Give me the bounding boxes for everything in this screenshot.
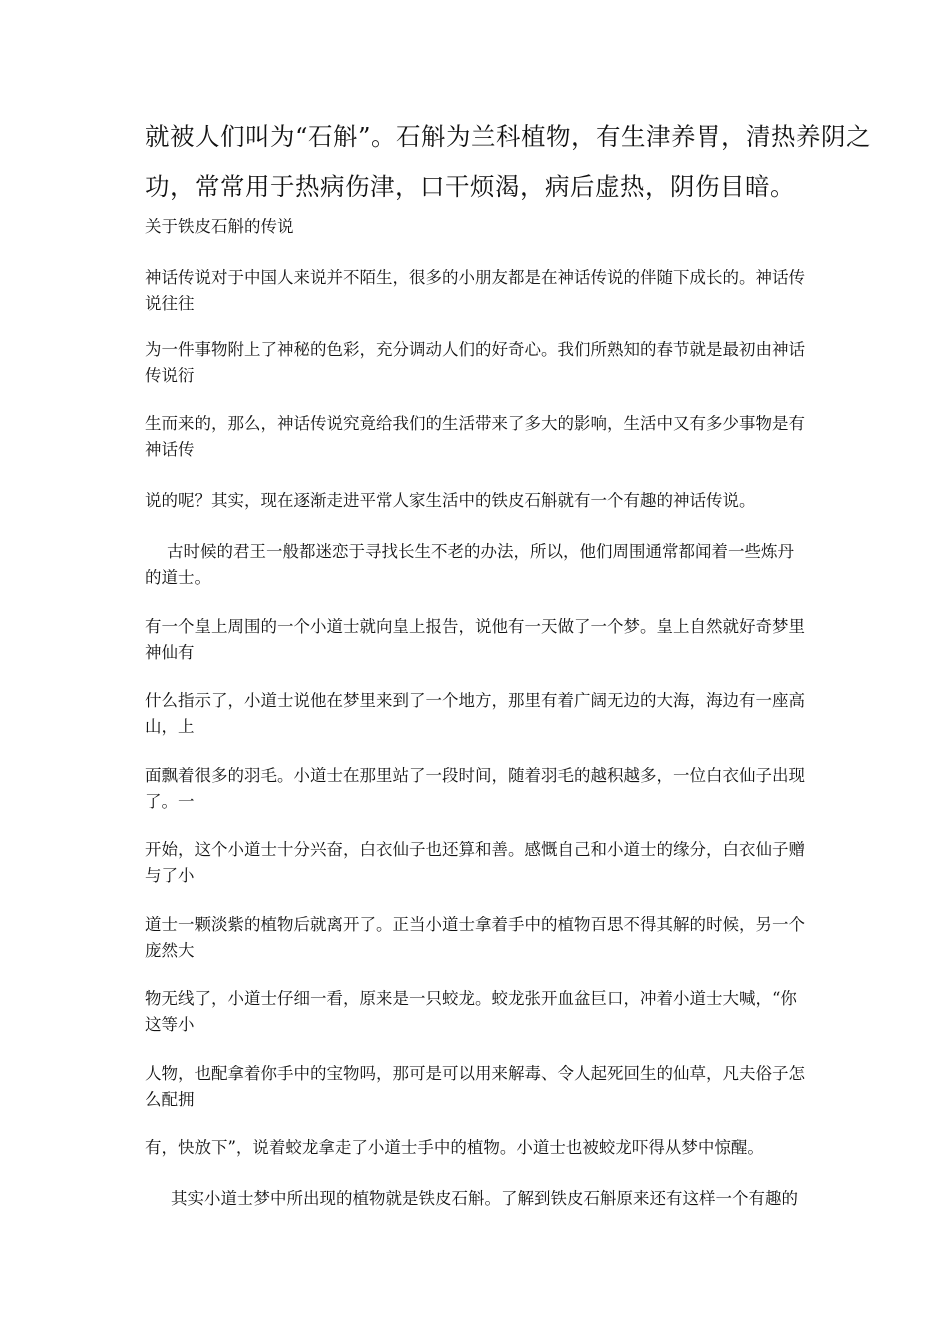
paragraph-line: 面飘着很多的羽毛。小道士在那里站了一段时间，随着羽毛的越积越多，一位白衣仙子出现了。一 xyxy=(145,766,805,811)
paragraph-line: 什么指示了，小道士说他在梦里来到了一个地方，那里有着广阔无边的大海，海边有一座高山，上 xyxy=(145,691,805,736)
intro-line-2: 功，常常用于热病伤津，口干烦渴，病后虚热，阴伤目暗。 xyxy=(145,172,795,201)
paragraph-line: 人物，也配拿着你手中的宝物吗，那可是可以用来解毒、令人起死回生的仙草，凡夫俗子怎么配拥 xyxy=(145,1064,805,1109)
paragraph-line: 物无线了，小道士仔细一看，原来是一只蛟龙。蛟龙张开血盆巨口，冲着小道士大喊，“你这等小 xyxy=(145,989,797,1034)
paragraph-line: 神话传说对于中国人来说并不陌生，很多的小朋友都是在神话传说的伴随下成长的。神话传说往往 xyxy=(145,268,805,313)
paragraph-line: 有，快放下”，说着蛟龙拿走了小道士手中的植物。小道士也被蛟龙吓得从梦中惊醒。 xyxy=(145,1138,764,1157)
paragraph-line: 开始，这个小道士十分兴奋，白衣仙子也还算和善。感慨自己和小道士的缘分，白衣仙子赠与了小 xyxy=(145,840,805,885)
paragraph-line: 生而来的，那么，神话传说究竟给我们的生活带来了多大的影响，生活中又有多少事物是有神话传 xyxy=(145,414,805,459)
section-title: 关于铁皮石斛的传说 xyxy=(145,217,294,236)
paragraph-line: 说的呢？其实，现在逐渐走进平常人家生活中的铁皮石斛就有一个有趣的神话传说。 xyxy=(145,491,756,510)
intro-line-1: 就被人们叫为“石斛”。石斛为兰科植物，有生津养胃，清热养阴之 xyxy=(145,122,872,151)
paragraph-line: 古时候的君王一般都迷恋于寻找长生不老的办法，所以，他们周围通常都闻着一些炼丹的道士。 xyxy=(145,542,794,587)
paragraph-line: 其实小道士梦中所出现的植物就是铁皮石斛。了解到铁皮石斛原来还有这样一个有趣的 xyxy=(171,1189,798,1208)
paragraph-line: 为一件事物附上了神秘的色彩，充分调动人们的好奇心。我们所熟知的春节就是最初由神话传说衍 xyxy=(145,340,805,385)
paragraph-line: 有一个皇上周围的一个小道士就向皇上报告，说他有一天做了一个梦。皇上自然就好奇梦里神仙有 xyxy=(145,617,805,662)
paragraph-line: 道士一颗淡紫的植物后就离开了。正当小道士拿着手中的植物百思不得其解的时候，另一个庞然大 xyxy=(145,915,805,960)
